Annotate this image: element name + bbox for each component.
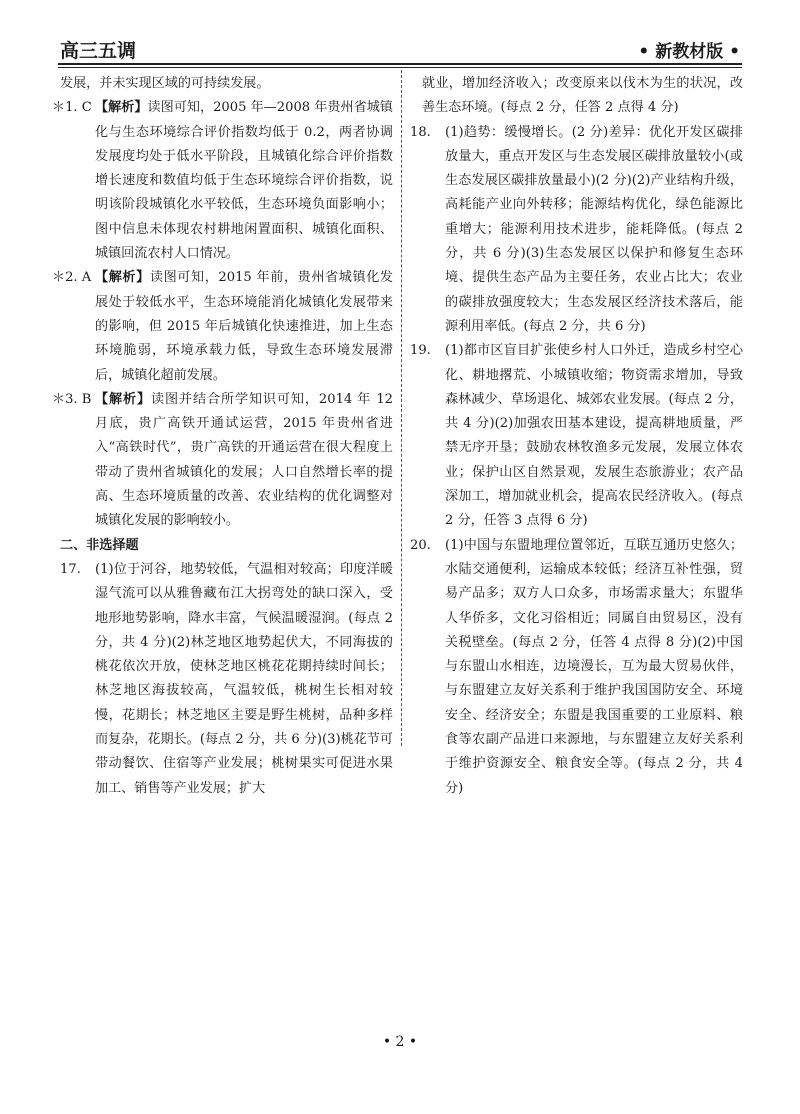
answer-text: (1)位于河谷，地势较低，气温相对较高；印度洋暖湿气流可以从雅鲁藏布江大拐弯处的缺口深入，受地形地势影响，降水丰富，气候温暖湿润。(每点 2 分，共 4 分)(2)林芝地区地势起伏大，不同海拔的桃花依次开放，使林芝地区桃花花期持续时间长；林芝地区海拔较高，气温较低，桃树生长相对较慢，花期长；林芝地区主要是野生桃树，品种多样而复杂，花期长。(每点 2 分，共 6 分)(3)桃花节可带动餐饮、住宿等产业发展；桃树果实可促进水果加工、销售等产业发展；扩大 — [95, 561, 393, 796]
header-rule-thick — [58, 63, 742, 65]
page-header — [58, 22, 742, 62]
answer-item-1 — [52, 96, 393, 266]
answer-text: 读图并结合所学知识可知，2014 年 12 月底，贵广高铁开通试运营，2015 年贵州省进入“高铁时代”，贵广高铁的开通运营在很大程度上带动了贵州省城镇化的发展；人口自然增长率的提高、生态环境质量的改善、农业结构的优化调整对城镇化发展的影响较小。 — [95, 391, 394, 529]
header-rule-thin — [58, 67, 742, 68]
item-number: 20. — [410, 537, 431, 553]
header-title: 高三五调 — [60, 40, 137, 62]
answer-text: 读图可知，2005 年—2008 年贵州省城镇化与生态环境综合评价指数均低于 0.2，两者协调发展度均处于低水平阶段，且城镇化综合评价指数增长速度和数值均低于生态环境综合评价指数，说明该阶段城镇化水平较低，生态环境负面影响小；图中信息未体现农村耕地闲置面积、城镇化面积、城镇回流农村人口情况。 — [95, 100, 393, 262]
answer-item-20 — [410, 534, 743, 801]
answer-text: (1)趋势：缓慢增长。(2 分)差异：优化开发区碳排放量大，重点开发区与生态发展区碳排放量较小(或生态发展区碳排放量最小)(2 分)(2)产业结构升级，高耗能产业向外转移；能源结构优化，绿色能源比重增大；能源利用技术进步，能耗降低。(每点 2 分，共 6 分)(3)生态发展区以保护和修复生态环境、提供生态产品为主要任务，农业占比大；农业的碳排放强度较大；生态发展区经济技术落后，能源利用率低。(每点 2 分，共 6 分) — [445, 124, 743, 334]
item-number: ＊3. B — [52, 391, 92, 407]
answer-item-2 — [52, 266, 394, 387]
left-continuation: 发展，并未实现区域的可持续发展。 — [60, 76, 270, 91]
answer-text: 读图可知，2015 年前，贵州省城镇化发展处于较低水平，生态环境能消化城镇化发展带来的影响，但 2015 年后城镇化快速推进，加上生态环境脆弱，环境承载力低，导致生态环境发展滞后，城镇化超前发展。 — [95, 270, 394, 383]
item-number: ＊2. A — [52, 270, 92, 286]
section-title: 二、非选择题 — [60, 537, 139, 553]
right-column — [410, 72, 743, 801]
item-number: 19. — [410, 343, 431, 359]
answer-item-18 — [410, 121, 743, 340]
item-number: 17. — [60, 561, 81, 577]
right-continuation: 就业，增加经济收入；改变原来以伐木为生的状况，改善生态环境。(每点 2 分，任答 2 点得 4 分) — [422, 76, 743, 116]
edition-label: • 新教材版 • — [638, 42, 740, 62]
item-number: ＊1. C — [52, 100, 92, 116]
left-column — [52, 72, 394, 801]
column-divider — [401, 70, 402, 746]
analysis-tag: 【解析】 — [95, 270, 150, 286]
answer-text: (1)都市区盲目扩张使乡村人口外迁，造成乡村空心化、耕地撂荒、小城镇收缩；物资需求增加，导致森林减少、草场退化、城郊农业发展。(每点 2 分，共 4 分)(2)加强农田基本建设，提高耕地质量，严禁无序开垦；鼓励农林牧渔多元发展，发展立体农业；保护山区自然景观，发展生态旅游业；农产品深加工，增加就业机会，提高农民经济收入。(每点 2 分，任答 3 点得 6 分) — [445, 343, 743, 529]
answer-item-17 — [60, 558, 393, 801]
answer-item-3 — [52, 388, 394, 534]
page-number: • 2 • — [382, 1034, 418, 1050]
item-number: 18. — [410, 124, 431, 140]
analysis-tag: 【解析】 — [95, 100, 148, 116]
answer-item-19 — [410, 339, 743, 533]
answer-text: (1)中国与东盟地理位置邻近，互联互通历史悠久；水陆交通便利，运输成本较低；经济互补性强，贸易产品多；双方人口众多，市场需求量大；东盟华人华侨多，文化习俗相近；同属自由贸易区，没有关税壁垒。(每点 2 分，任答 4 点得 8 分)(2)中国与东盟山水相连，边境漫长，互为最大贸易伙伴，与东盟建立友好关系利于维护我国国防安全、环境安全、经济安全；东盟是我国重要的工业原料、粮食等农副产品进口来源地，与东盟建立友好关系利于维护资源安全、粮食安全等。(每点 2 分，共 4 分) — [445, 537, 743, 796]
analysis-tag: 【解析】 — [95, 391, 151, 407]
